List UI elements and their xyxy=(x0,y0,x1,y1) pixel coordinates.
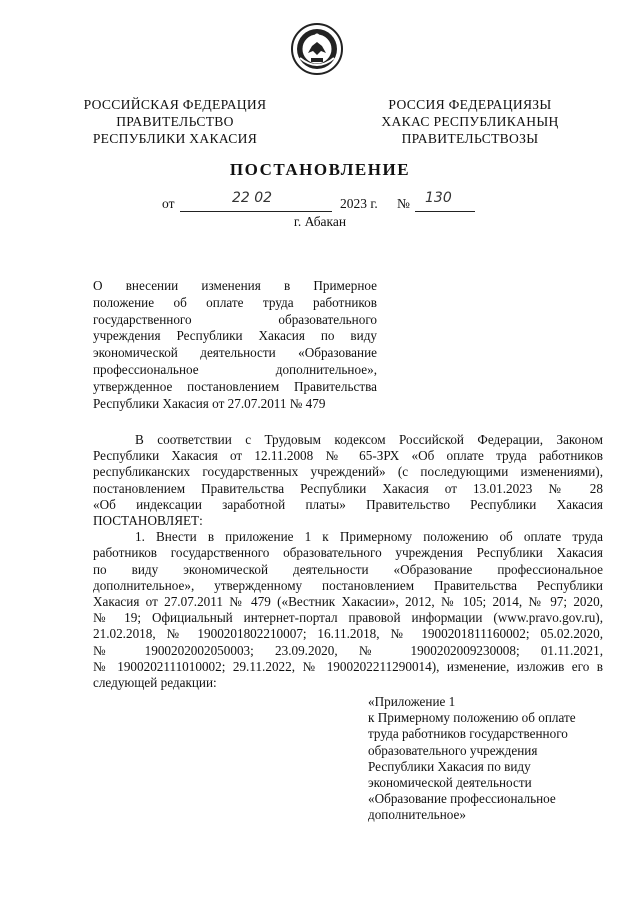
subject-line: Республики Хакасия от 27.07.2011 № 479 xyxy=(93,395,326,411)
body-line: В соответствии с Трудовым кодексом Российской Федерации, Законом xyxy=(135,432,603,447)
subject-line: экономической деятельности «Образование xyxy=(93,345,377,361)
number-sign: № xyxy=(397,196,410,211)
header-right-line: ПРАВИТЕЛЬСТВОЗЫ xyxy=(401,131,539,146)
subject-line: положение об оплате труда работников xyxy=(93,294,377,310)
document-title: ПОСТАНОВЛЕНИЕ xyxy=(229,160,411,179)
body-line: Хакасия от 27.07.2011 № 479 («Вестник Хакасии», 2012, № 105; 2014, № 97; 2020, xyxy=(93,594,603,610)
body-line: Республики Хакасия от 12.11.2008 № 65-ЗРХ «Об оплате труда работников xyxy=(93,448,603,464)
body-text xyxy=(93,432,603,691)
handwritten-number: 130 xyxy=(425,190,452,206)
appendix-line: «Образование профессиональное xyxy=(368,791,556,807)
body-line: работников государственного образовательного учреждения Республики Хакасия xyxy=(93,545,603,561)
date-year: 2023 г. xyxy=(340,196,378,211)
date-prefix: от xyxy=(162,196,175,211)
subject-line: учреждения Республики Хакасия по виду xyxy=(93,328,377,344)
date-underline xyxy=(180,211,332,212)
appendix-header xyxy=(368,694,608,824)
body-line: 21.02.2018, № 1900201802210007; 16.11.2018, № 1900201811160002; 05.02.2020, xyxy=(93,626,603,642)
number-underline xyxy=(415,211,475,212)
header-left-line: РОССИЙСКАЯ ФЕДЕРАЦИЯ xyxy=(83,97,267,112)
appendix-line: Республики Хакасия по виду xyxy=(368,758,531,774)
handwritten-date: 22 02 xyxy=(232,190,273,206)
body-line: 1. Внести в приложение 1 к Примерному положению об оплате труда xyxy=(135,529,603,545)
subject-line: профессиональное дополнительное», xyxy=(93,361,377,377)
appendix-line: труда работников государственного xyxy=(368,726,568,742)
subject-block xyxy=(93,278,377,412)
subject-line: О внесении изменения в Примерное xyxy=(93,278,377,293)
body-line: № 1900202002050003; 23.09.2020, № 1900202009230008; 01.11.2021, xyxy=(93,642,603,658)
body-line: № 19; Официальный интернет-портал правовой информации (www.pravo.gov.ru), xyxy=(93,610,603,626)
header-right-block xyxy=(360,96,580,147)
body-line: ПОСТАНОВЛЯЕТ: xyxy=(93,513,203,529)
body-line: № 1900202111010002; 29.11.2022, № 1900202211290014), изменение, изложив его в xyxy=(93,658,603,674)
coat-of-arms-emblem xyxy=(290,22,344,76)
header-right-line: РОССИЯ ФЕДЕРАЦИЯЗЫ xyxy=(388,97,552,112)
body-line: республиканских государственных учреждений» (с последующими изменениями), xyxy=(93,464,603,480)
appendix-line: образовательного учреждения xyxy=(368,742,538,758)
appendix-line: экономической деятельности xyxy=(368,775,532,791)
body-line: по виду экономической деятельности «Образование профессиональное xyxy=(93,561,603,577)
appendix-line: дополнительное» xyxy=(368,807,466,823)
body-line: дополнительное», утвержденному постановлением Правительства Республики xyxy=(93,577,603,593)
subject-line: государственного образовательного xyxy=(93,311,377,327)
appendix-line: к Примерному положению об оплате xyxy=(368,710,576,726)
body-line: постановлением Правительства Республики Хакасия от 13.01.2023 № 28 xyxy=(93,480,603,496)
header-left-line: РЕСПУБЛИКИ ХАКАСИЯ xyxy=(92,131,258,146)
subject-line: утвержденное постановлением Правительства xyxy=(93,378,377,394)
header-left-line: ПРАВИТЕЛЬСТВО xyxy=(116,114,234,129)
header-left-block xyxy=(70,96,280,147)
body-line: следующей редакции: xyxy=(93,675,217,691)
header-right-line: ХАКАС РЕСПУБЛИКАНЫҢ xyxy=(381,114,559,129)
body-line: «Об индексации заработной платы» Правительство Республики Хакасия xyxy=(93,496,603,512)
city-name: г. Абакан xyxy=(293,214,347,229)
appendix-line: «Приложение 1 xyxy=(368,694,456,709)
